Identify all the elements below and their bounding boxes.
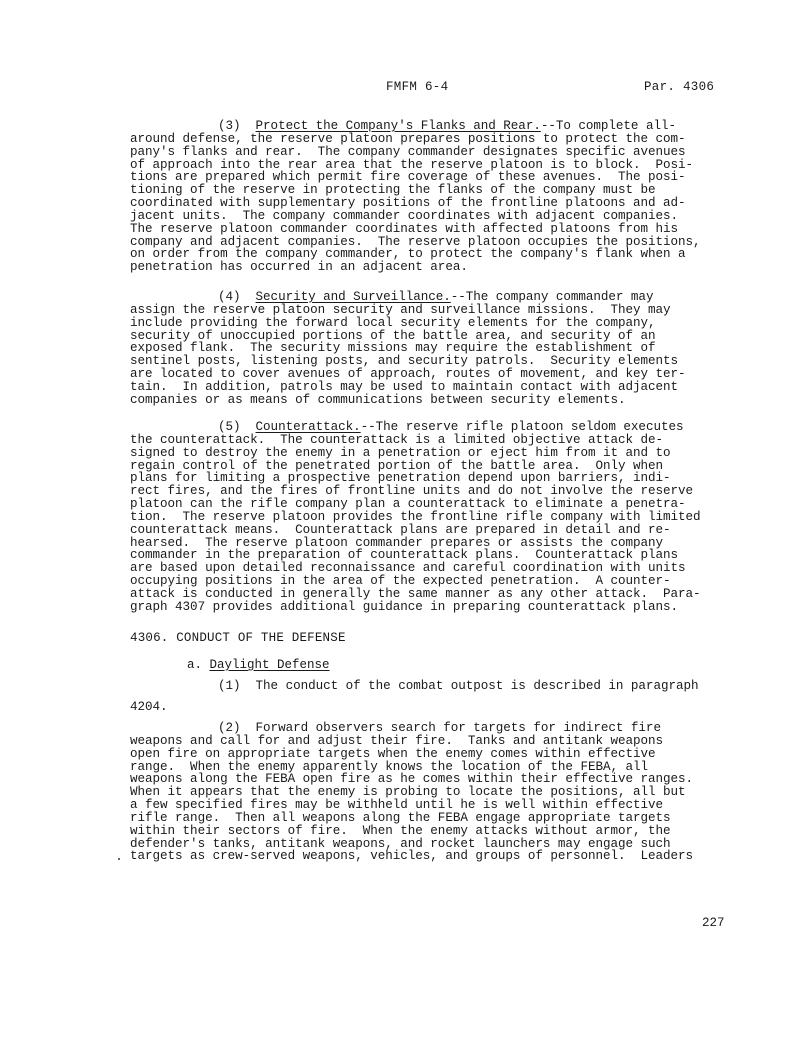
subsection-heading — [187, 658, 330, 672]
paragraph-4-title: Security and Surveillance. — [255, 290, 451, 304]
text-line: The conduct of the combat outpost is described in paragraph — [255, 679, 699, 693]
text-line: of approach into the rear area that the reserve platoon is to block. Posi- — [130, 157, 694, 172]
paragraph-3-number: (3) — [218, 119, 241, 133]
text-line: assign the reserve platoon security and surveillance missions. They may — [130, 302, 671, 317]
text-line: regain control of the penetrated portion of the battle area. Only when — [130, 458, 664, 473]
text-line: a few specified fires may be withheld until he is well within effective — [130, 798, 664, 813]
text-line: range. When the enemy apparently knows the location of the FEBA, all — [130, 759, 649, 774]
text-line: pany's flanks and rear. The company commander designates specific avenues — [130, 144, 686, 159]
paragraph-3-title: Protect the Company's Flanks and Rear. — [255, 119, 541, 133]
paragraph-5-first-line — [130, 421, 730, 434]
text-line: on order from the company commander, to protect the company's flank when a — [130, 247, 686, 262]
text-line: are located to cover avenues of approach, routes of movement, and key ter- — [130, 367, 686, 382]
text-line: tioning of the reserve in protecting the flanks of the company must be — [130, 183, 656, 198]
subparagraph-2-number: (2) — [218, 721, 241, 735]
text-line: defender's tanks, antitank weapons, and rocket launchers may engage such — [130, 836, 671, 851]
text-line: When it appears that the enemy is probing to locate the positions, all but — [130, 785, 686, 800]
subparagraph-2-first-line — [130, 722, 730, 735]
text-line: commander in the preparation of counterattack plans. Counterattack plans — [130, 548, 679, 563]
text-line: weapons and call for and adjust their fire. Tanks and antitank weapons — [130, 733, 664, 748]
text-line: targets as crew-served weapons, vehicles, and groups of personnel. Leaders — [130, 849, 694, 864]
text-line: jacent units. The company commander coordinates with adjacent companies. — [130, 208, 679, 223]
text-line: graph 4307 provides additional guidance in preparing counterattack plans. — [130, 599, 679, 614]
text-line: counterattack means. Counterattack plans are prepared in detail and re- — [130, 522, 671, 537]
paragraph-5-number: (5) — [218, 420, 241, 434]
paragraph-5 — [130, 421, 730, 614]
text-line: --The reserve rifle platoon seldom executes — [360, 420, 684, 434]
text-line: security of unoccupied portions of the battle area, and security of an — [130, 328, 656, 343]
text-line: signed to destroy the enemy in a penetration or eject him from it and to — [130, 445, 671, 460]
subparagraph-2 — [130, 722, 730, 863]
text-line: the counterattack. The counterattack is a limited objective attack de- — [130, 432, 664, 447]
text-line: within their sectors of fire. When the enemy attacks without armor, the — [130, 823, 671, 838]
text-line: attack is conducted in generally the same manner as any other attack. Para- — [130, 586, 701, 601]
text-line: plans for limiting a prospective penetration depend upon barriers, indi- — [130, 471, 671, 486]
text-line: rifle range. Then all weapons along the FEBA engage appropriate targets — [130, 810, 671, 825]
paragraph-4-first-line — [130, 291, 730, 304]
text-line: tions are prepared which permit fire coverage of these avenues. The posi- — [130, 170, 686, 185]
text-line: --To complete all- — [540, 119, 676, 133]
subparagraph-1 — [130, 680, 730, 714]
text-line: tain. In addition, patrols may be used to maintain contact with adjacent — [130, 379, 679, 394]
section-title: CONDUCT OF THE DEFENSE — [176, 631, 346, 645]
text-line: around defense, the reserve platoon prepares positions to protect the com- — [130, 131, 686, 146]
text-line: platoon can the rifle company plan a counterattack to eliminate a penetra- — [130, 497, 686, 512]
section-heading — [130, 631, 346, 645]
text-line: tion. The reserve platoon provides the frontline rifle company with limited — [130, 509, 701, 524]
paragraph-4-number: (4) — [218, 290, 241, 304]
text-line: companies or as means of communications between security elements. — [130, 392, 626, 407]
subsection-title: Daylight Defense — [209, 658, 330, 672]
text-line: The reserve platoon commander coordinates with affected platoons from his — [130, 221, 679, 236]
paragraph-3 — [130, 120, 730, 274]
paragraph-3-first-line — [130, 120, 730, 133]
text-line: hearsed. The reserve platoon commander prepares or assists the company — [130, 535, 664, 550]
text-line: rect fires, and the fires of frontline units and do not involve the reserve — [130, 484, 694, 499]
paragraph-5-title: Counterattack. — [255, 420, 361, 434]
paragraph-4 — [130, 291, 730, 407]
text-line: 4204. — [130, 699, 168, 714]
text-line: exposed flank. The security missions may require the establishment of — [130, 341, 656, 356]
subsection-letter: a. — [187, 658, 203, 672]
text-line: include providing the forward local security elements for the company, — [130, 315, 656, 330]
text-line: penetration has occurred in an adjacent area. — [130, 260, 468, 275]
text-line: --The company commander may — [450, 290, 654, 304]
subparagraph-1-number: (1) — [218, 679, 241, 693]
text-line: sentinel posts, listening posts, and security patrols. Security elements — [130, 354, 679, 369]
text-line: Forward observers search for targets for indirect fire — [255, 721, 661, 735]
header-publication: FMFM 6-4 — [386, 80, 449, 94]
text-line: are based upon detailed reconnaissance and careful coordination with units — [130, 561, 686, 576]
text-line: open fire on appropriate targets when the enemy comes within effective — [130, 746, 656, 761]
page-number: 227 — [702, 916, 725, 930]
subparagraph-1-first-line — [130, 680, 730, 693]
text-line: coordinated with supplementary positions of the frontline platoons and ad- — [130, 196, 686, 211]
text-line: weapons along the FEBA open fire as he comes within their effective ranges. — [130, 772, 694, 787]
scan-speck — [118, 858, 120, 860]
text-line: company and adjacent companies. The reserve platoon occupies the positions, — [130, 234, 701, 249]
header-paragraph-ref: Par. 4306 — [644, 80, 715, 94]
section-number: 4306. — [130, 631, 169, 645]
text-line: occupying positions in the area of the expected penetration. A counter- — [130, 574, 671, 589]
